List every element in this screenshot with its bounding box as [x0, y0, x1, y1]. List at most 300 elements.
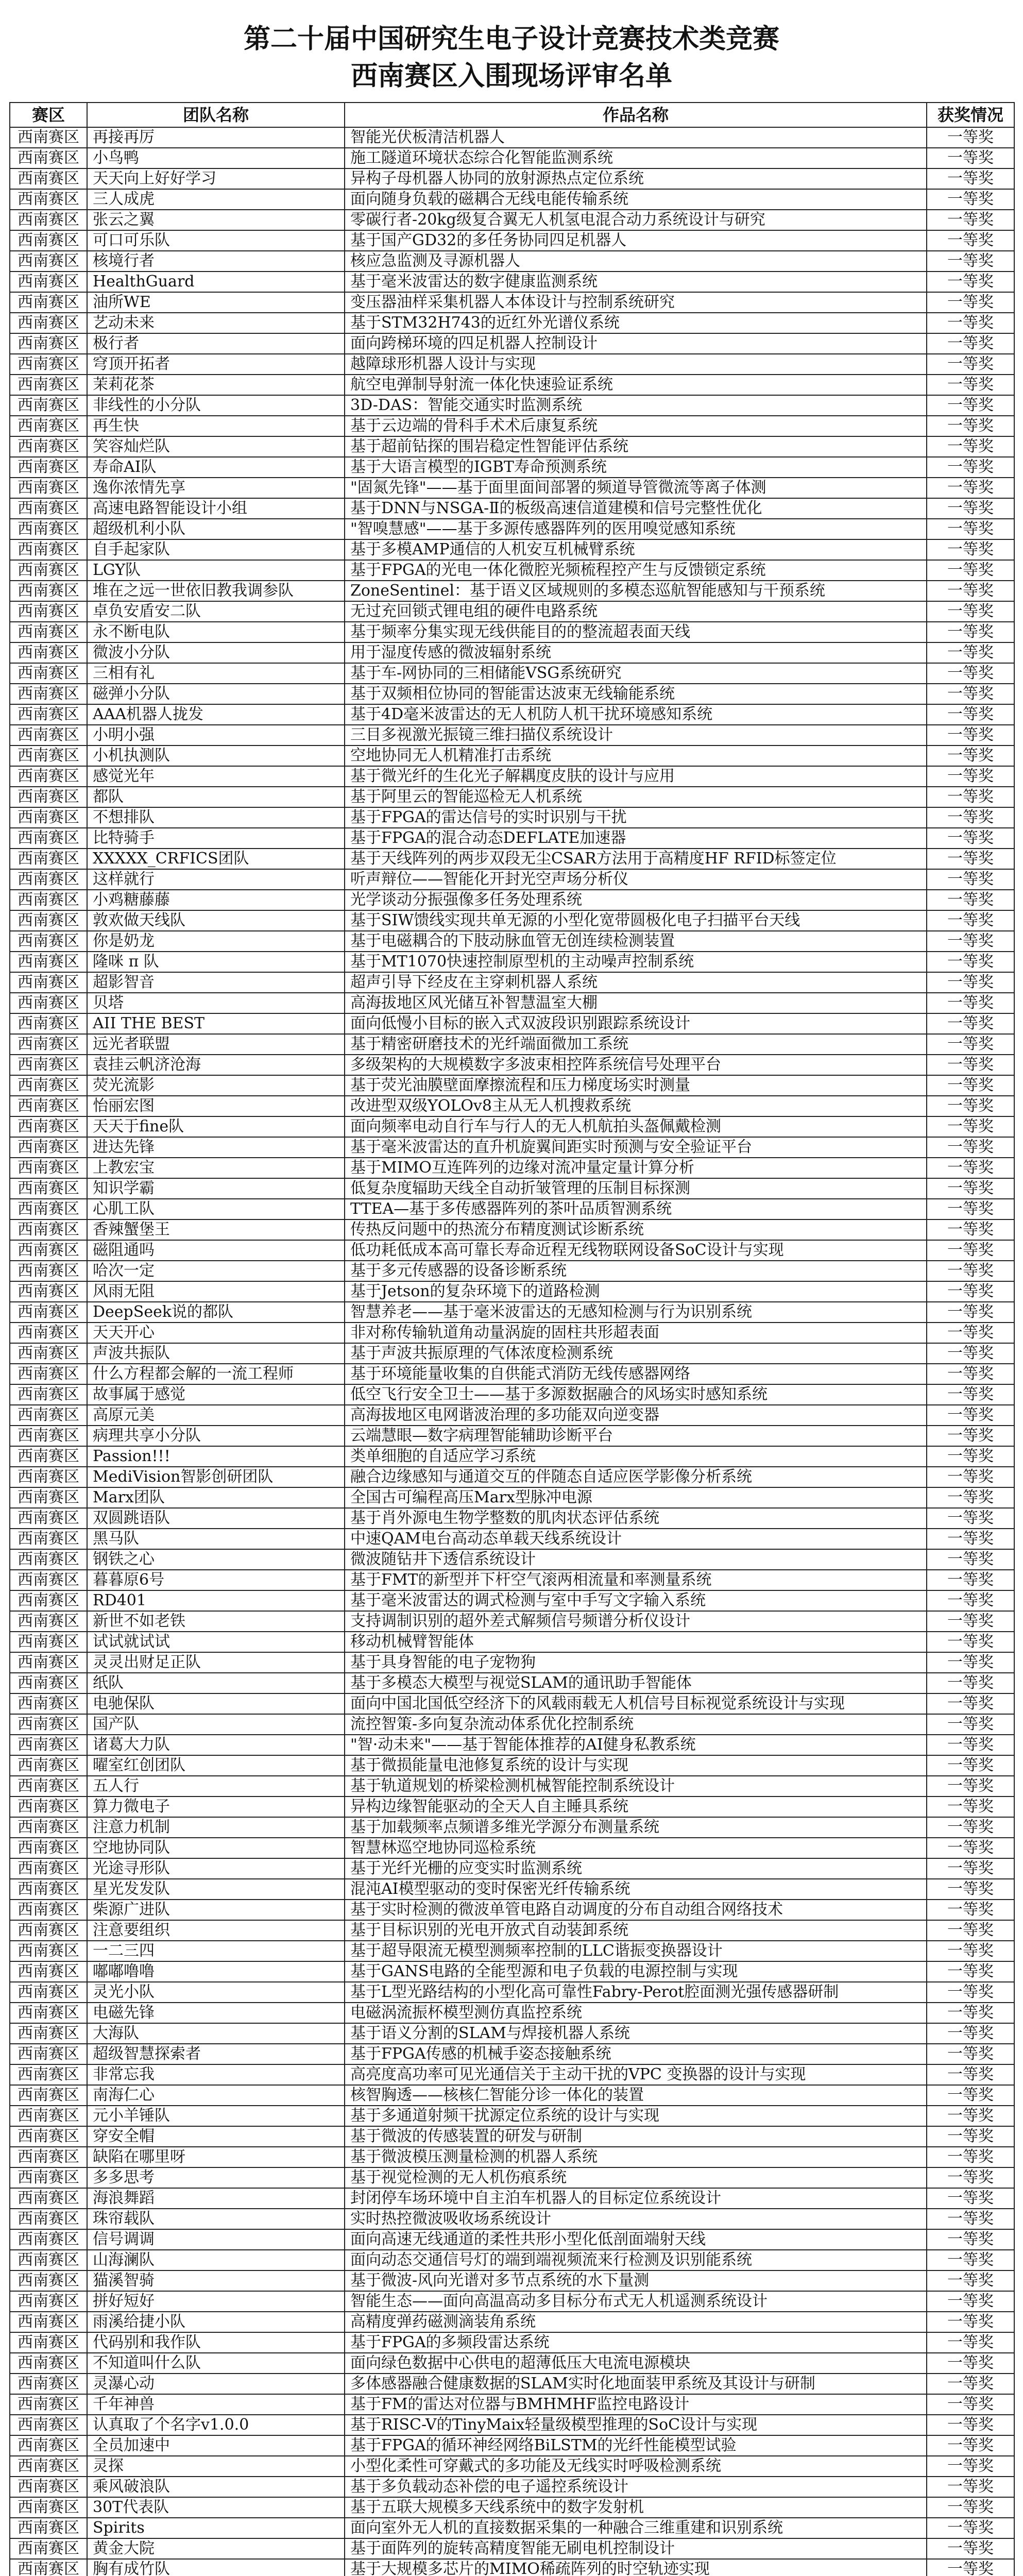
cell-project: 越障球形机器人设计与实现 — [345, 354, 927, 375]
cell-team: 超影智音 — [87, 972, 345, 993]
cell-project: 施工隧道环境状态综合化智能监测系统 — [345, 148, 927, 168]
cell-region: 西南赛区 — [10, 1013, 87, 1034]
cell-region: 西南赛区 — [10, 1096, 87, 1116]
cell-team: 堆在之远一世依旧教我调参队 — [87, 581, 345, 601]
cell-team: 敦欢做天线队 — [87, 910, 345, 931]
cell-team: 算力微电子 — [87, 1797, 345, 1817]
cell-award: 一等奖 — [927, 539, 1014, 560]
cell-project: 基于微损能量电池修复系统的设计与实现 — [345, 1755, 927, 1776]
cell-team: 风雨无阻 — [87, 1281, 345, 1302]
cell-project: 基于多通道射频干扰源定位系统的设计与实现 — [345, 2106, 927, 2126]
cell-team: 穿安全帽 — [87, 2126, 345, 2147]
cell-region: 西南赛区 — [10, 910, 87, 931]
cell-region: 西南赛区 — [10, 2456, 87, 2477]
cell-region: 西南赛区 — [10, 1508, 87, 1529]
cell-team: 自手起家队 — [87, 539, 345, 560]
cell-project: 基于阿里云的智能巡检无人机系统 — [345, 787, 927, 807]
cell-project: 中速QAM电台高动态单载天线系统设计 — [345, 1529, 927, 1549]
cell-region: 西南赛区 — [10, 1797, 87, 1817]
cell-region: 西南赛区 — [10, 272, 87, 292]
table-row — [10, 1034, 1014, 1055]
cell-project: 航空电弹制导射流一体化快速验证系统 — [345, 375, 927, 395]
cell-award: 一等奖 — [927, 375, 1014, 395]
cell-project: 基于肖外源电生物学整数的肌肉状态评估系统 — [345, 1508, 927, 1529]
table-row — [10, 931, 1014, 952]
table-row — [10, 1219, 1014, 1240]
cell-team: 天天向上好好学习 — [87, 168, 345, 189]
table-row — [10, 601, 1014, 622]
cell-region: 西南赛区 — [10, 2312, 87, 2332]
cell-award: 一等奖 — [927, 2353, 1014, 2374]
cell-project: 基于微波模压测量检测的机器人系统 — [345, 2147, 927, 2167]
cell-project: 基于毫米波雷达的调式检测与室中手写文字输入系统 — [345, 1590, 927, 1611]
cell-project: 封闭停车场环境中自主泊车机器人的目标定位系统设计 — [345, 2188, 927, 2209]
cell-award: 一等奖 — [927, 2394, 1014, 2415]
table-row — [10, 2435, 1014, 2456]
cell-region: 西南赛区 — [10, 2559, 87, 2576]
cell-team: 隆咪 π 队 — [87, 952, 345, 972]
cell-team: 注意要组织 — [87, 1920, 345, 1941]
table-row — [10, 498, 1014, 519]
table-row — [10, 2147, 1014, 2167]
cell-project: "智嗅慧感"——基于多源传感器阵列的医用嗅觉感知系统 — [345, 519, 927, 539]
table-row — [10, 1281, 1014, 1302]
table-row — [10, 2518, 1014, 2538]
cell-award: 一等奖 — [927, 2497, 1014, 2518]
cell-team: 珠帘载队 — [87, 2209, 345, 2229]
cell-project: 基于天线阵列的两步双段无尘CSAR方法用于高精度HF RFID标签定位 — [345, 849, 927, 869]
table-row — [10, 1405, 1014, 1426]
table-row — [10, 1426, 1014, 1446]
cell-award: 一等奖 — [927, 1075, 1014, 1096]
table-row — [10, 2270, 1014, 2291]
table-row — [10, 2064, 1014, 2085]
cell-project: 融合边缘感知与通道交互的伴随态自适应医学影像分析系统 — [345, 1467, 927, 1487]
cell-region: 西南赛区 — [10, 2477, 87, 2497]
cell-team: 小机执测队 — [87, 745, 345, 766]
cell-region: 西南赛区 — [10, 2374, 87, 2394]
cell-award: 一等奖 — [927, 1797, 1014, 1817]
cell-award: 一等奖 — [927, 1467, 1014, 1487]
table-row — [10, 2023, 1014, 2044]
cell-award: 一等奖 — [927, 1673, 1014, 1693]
cell-region: 西南赛区 — [10, 1632, 87, 1652]
table-row — [10, 2291, 1014, 2312]
cell-region: 西南赛区 — [10, 2353, 87, 2374]
cell-project: 基于精密研磨技术的光纤端面微加工系统 — [345, 1034, 927, 1055]
cell-project: 基于FPGA传感的机械手姿态接触系统 — [345, 2044, 927, 2064]
table-row — [10, 313, 1014, 333]
cell-team: 三人成虎 — [87, 189, 345, 210]
cell-region: 西南赛区 — [10, 1055, 87, 1075]
cell-team: 灵光小队 — [87, 1982, 345, 2003]
cell-team: 远光者联盟 — [87, 1034, 345, 1055]
cell-team: 进达先锋 — [87, 1137, 345, 1158]
cell-project: 基于电磁耦合的下肢动脉血管无创连续检测装置 — [345, 931, 927, 952]
cell-team: 小明小强 — [87, 725, 345, 745]
cell-team: 极行者 — [87, 333, 345, 354]
table-row — [10, 663, 1014, 684]
cell-region: 西南赛区 — [10, 2332, 87, 2353]
cell-region: 西南赛区 — [10, 333, 87, 354]
cell-project: 光学谈动分振强像多任务处理系统 — [345, 890, 927, 910]
cell-region: 西南赛区 — [10, 890, 87, 910]
cell-team: Passion!!! — [87, 1446, 345, 1467]
cell-team: 天天开心 — [87, 1323, 345, 1343]
cell-project: 基于FMT的新型并下杆空气滚两相流量和率测量系统 — [345, 1570, 927, 1590]
table-row — [10, 684, 1014, 704]
cell-region: 西南赛区 — [10, 354, 87, 375]
table-row — [10, 910, 1014, 931]
cell-award: 一等奖 — [927, 1858, 1014, 1879]
cell-team: 全员加速中 — [87, 2435, 345, 2456]
cell-team: 笑容灿烂队 — [87, 436, 345, 457]
cell-award: 一等奖 — [927, 1364, 1014, 1384]
table-row — [10, 1714, 1014, 1735]
cell-region: 西南赛区 — [10, 2415, 87, 2435]
table-row — [10, 2456, 1014, 2477]
cell-project: 用于湿度传感的微波辐射系统 — [345, 642, 927, 663]
cell-award: 一等奖 — [927, 766, 1014, 787]
cell-project: 基于FPGA的光电一体化微腔光频梳程控产生与反馈锁定系统 — [345, 560, 927, 581]
cell-award: 一等奖 — [927, 1776, 1014, 1797]
cell-team: AII THE BEST — [87, 1013, 345, 1034]
cell-team: 病理共享小分队 — [87, 1426, 345, 1446]
table-row — [10, 2415, 1014, 2435]
cell-project: 电磁涡流振杯模型测仿真监控系统 — [345, 2003, 927, 2023]
cell-project: 基于L型光路结构的小型化高可靠性Fabry-Perot腔面测光强传感器研制 — [345, 1982, 927, 2003]
cell-team: 黑马队 — [87, 1529, 345, 1549]
cell-team: 注意力机制 — [87, 1817, 345, 1838]
cell-project: "固氮先锋"——基于面里面间部署的频道导管微流等离子体测 — [345, 478, 927, 498]
table-row — [10, 1900, 1014, 1920]
cell-region: 西南赛区 — [10, 2291, 87, 2312]
table-row — [10, 1529, 1014, 1549]
table-row — [10, 2559, 1014, 2576]
cell-region: 西南赛区 — [10, 828, 87, 849]
cell-award: 一等奖 — [927, 704, 1014, 725]
cell-team: 不知道叫什么队 — [87, 2353, 345, 2374]
cell-region: 西南赛区 — [10, 1941, 87, 1961]
cell-team: 30T代表队 — [87, 2497, 345, 2518]
cell-region: 西南赛区 — [10, 168, 87, 189]
cell-team: 多多思考 — [87, 2167, 345, 2188]
cell-project: 基于声波共振原理的气体浓度检测系统 — [345, 1343, 927, 1364]
cell-team: 双圆跳语队 — [87, 1508, 345, 1529]
table-row — [10, 993, 1014, 1013]
cell-team: 袁挂云帆济沧海 — [87, 1055, 345, 1075]
cell-award: 一等奖 — [927, 1405, 1014, 1426]
table-row — [10, 354, 1014, 375]
table-row — [10, 642, 1014, 663]
cell-region: 西南赛区 — [10, 1858, 87, 1879]
cell-award: 一等奖 — [927, 416, 1014, 436]
table-row — [10, 622, 1014, 642]
cell-team: 暮暮原6号 — [87, 1570, 345, 1590]
cell-region: 西南赛区 — [10, 2394, 87, 2415]
cell-award: 一等奖 — [927, 1570, 1014, 1590]
cell-award: 一等奖 — [927, 1920, 1014, 1941]
cell-award: 一等奖 — [927, 1261, 1014, 1281]
table-row — [10, 148, 1014, 168]
table-row — [10, 1487, 1014, 1508]
cell-region: 西南赛区 — [10, 539, 87, 560]
cell-team: 香辣蟹堡王 — [87, 1219, 345, 1240]
cell-team: XXXXX_CRFICS团队 — [87, 849, 345, 869]
table-row — [10, 787, 1014, 807]
cell-team: 磁弹小分队 — [87, 684, 345, 704]
cell-region: 西南赛区 — [10, 1446, 87, 1467]
table-row — [10, 1323, 1014, 1343]
cell-project: 核应急监测及寻源机器人 — [345, 251, 927, 272]
cell-team: 南海仁心 — [87, 2085, 345, 2106]
cell-team: 小鸡糖藤藤 — [87, 890, 345, 910]
cell-team: 高原元美 — [87, 1405, 345, 1426]
table-row — [10, 2167, 1014, 2188]
table-row — [10, 766, 1014, 787]
cell-project: TTEA—基于多传感器阵列的茶叶品质智测系统 — [345, 1199, 927, 1219]
cell-project: 实时热控微波吸收场系统设计 — [345, 2209, 927, 2229]
cell-region: 西南赛区 — [10, 2064, 87, 2085]
cell-team: 电驰保队 — [87, 1693, 345, 1714]
cell-region: 西南赛区 — [10, 2085, 87, 2106]
cell-team: 一二三四 — [87, 1941, 345, 1961]
table-row — [10, 1570, 1014, 1590]
table-row — [10, 333, 1014, 354]
cell-region: 西南赛区 — [10, 1487, 87, 1508]
cell-project: 面向绿色数据中心供电的超薄低压大电流电源模块 — [345, 2353, 927, 2374]
cell-project: 低空飞行安全卫士——基于多源数据融合的风场实时感知系统 — [345, 1384, 927, 1405]
cell-team: 猫溪智骑 — [87, 2270, 345, 2291]
cell-team: 逸你浓情先享 — [87, 478, 345, 498]
cell-award: 一等奖 — [927, 1632, 1014, 1652]
cell-award: 一等奖 — [927, 1693, 1014, 1714]
cell-project: 基于FPGA的混合动态DEFLATE加速器 — [345, 828, 927, 849]
cell-award: 一等奖 — [927, 2435, 1014, 2456]
table-row — [10, 1549, 1014, 1570]
cell-region: 西南赛区 — [10, 2188, 87, 2209]
cell-region: 西南赛区 — [10, 1879, 87, 1900]
cell-project: 微波随钻井下透信系统设计 — [345, 1549, 927, 1570]
cell-region: 西南赛区 — [10, 931, 87, 952]
cell-region: 西南赛区 — [10, 1549, 87, 1570]
cell-award: 一等奖 — [927, 931, 1014, 952]
cell-award: 一等奖 — [927, 354, 1014, 375]
cell-team: 试试就试试 — [87, 1632, 345, 1652]
table-row — [10, 1735, 1014, 1755]
cell-team: 茉莉花茶 — [87, 375, 345, 395]
cell-region: 西南赛区 — [10, 2270, 87, 2291]
cell-region: 西南赛区 — [10, 704, 87, 725]
cell-award: 一等奖 — [927, 2167, 1014, 2188]
table-row — [10, 436, 1014, 457]
cell-award: 一等奖 — [927, 952, 1014, 972]
cell-region: 西南赛区 — [10, 416, 87, 436]
cell-team: 新世不如老铁 — [87, 1611, 345, 1632]
cell-team: 比特骑手 — [87, 828, 345, 849]
cell-project: 基于环境能量收集的自供能式消防无线传感器网络 — [345, 1364, 927, 1384]
cell-award: 一等奖 — [927, 1879, 1014, 1900]
cell-award: 一等奖 — [927, 292, 1014, 313]
table-row — [10, 807, 1014, 828]
cell-team: 核境行者 — [87, 251, 345, 272]
cell-project: 基于实时检测的微波单管电路自动调度的分布自动组合网络技术 — [345, 1900, 927, 1920]
cell-team: 信号调调 — [87, 2229, 345, 2250]
cell-region: 西南赛区 — [10, 313, 87, 333]
cell-region: 西南赛区 — [10, 2023, 87, 2044]
table-row — [10, 1343, 1014, 1364]
cell-award: 一等奖 — [927, 189, 1014, 210]
cell-project: 云端慧眼—数字病理智能辅助诊断平台 — [345, 1426, 927, 1446]
table-row — [10, 395, 1014, 416]
table-row — [10, 1055, 1014, 1075]
cell-region: 西南赛区 — [10, 2435, 87, 2456]
cell-project: 基于FM的雷达对位器与BMHMHF监控电路设计 — [345, 2394, 927, 2415]
cell-award: 一等奖 — [927, 1013, 1014, 1034]
cell-team: 知识学霸 — [87, 1178, 345, 1199]
cell-award: 一等奖 — [927, 1384, 1014, 1405]
cell-award: 一等奖 — [927, 2229, 1014, 2250]
header-region: 赛区 — [10, 103, 87, 127]
cell-project: 移动机械臂智能体 — [345, 1632, 927, 1652]
cell-region: 西南赛区 — [10, 1281, 87, 1302]
cell-award: 一等奖 — [927, 2312, 1014, 2332]
cell-project: 基于轨道规划的桥梁检测机械智能控制系统设计 — [345, 1776, 927, 1797]
cell-project: 基于五联大规模多天线系统中的数字发射机 — [345, 2497, 927, 2518]
table-row — [10, 1797, 1014, 1817]
cell-award: 一等奖 — [927, 1735, 1014, 1755]
cell-team: 荧光流影 — [87, 1075, 345, 1096]
cell-team: 高速电路智能设计小组 — [87, 498, 345, 519]
cell-award: 一等奖 — [927, 1652, 1014, 1673]
cell-team: 穹顶开拓者 — [87, 354, 345, 375]
cell-region: 西南赛区 — [10, 230, 87, 251]
table-row — [10, 1261, 1014, 1281]
cell-region: 西南赛区 — [10, 2106, 87, 2126]
cell-award: 一等奖 — [927, 2477, 1014, 2497]
table-row — [10, 890, 1014, 910]
cell-team: 超级机利小队 — [87, 519, 345, 539]
table-row — [10, 375, 1014, 395]
cell-project: 全国古可编程高压Marx型脉冲电源 — [345, 1487, 927, 1508]
cell-region: 西南赛区 — [10, 519, 87, 539]
cell-team: DeepSeek说的都队 — [87, 1302, 345, 1323]
cell-project: 基于STM32H743的近红外光谱仪系统 — [345, 313, 927, 333]
cell-award: 一等奖 — [927, 1529, 1014, 1549]
cell-region: 西南赛区 — [10, 869, 87, 890]
cell-project: 基于微波-风向光谱对多节点系统的水下量测 — [345, 2270, 927, 2291]
cell-region: 西南赛区 — [10, 1302, 87, 1323]
cell-region: 西南赛区 — [10, 622, 87, 642]
cell-team: 乘风破浪队 — [87, 2477, 345, 2497]
cell-region: 西南赛区 — [10, 766, 87, 787]
cell-team: 再接再厉 — [87, 127, 345, 148]
cell-region: 西南赛区 — [10, 2250, 87, 2270]
cell-project: 基于大语言模型的IGBT寿命预测系统 — [345, 457, 927, 478]
cell-team: Marx团队 — [87, 1487, 345, 1508]
title-line-2: 西南赛区入围现场评审名单 — [350, 60, 672, 92]
cell-award: 一等奖 — [927, 1055, 1014, 1075]
cell-award: 一等奖 — [927, 1219, 1014, 1240]
results-table — [9, 102, 1015, 2576]
cell-team: 油所WE — [87, 292, 345, 313]
table-row — [10, 1013, 1014, 1034]
header-project: 作品名称 — [345, 103, 927, 127]
cell-region: 西南赛区 — [10, 849, 87, 869]
cell-award: 一等奖 — [927, 2064, 1014, 2085]
cell-award: 一等奖 — [927, 869, 1014, 890]
cell-team: 什么方程都会解的一流工程师 — [87, 1364, 345, 1384]
cell-team: 嘟嘟噜噜 — [87, 1961, 345, 1982]
cell-project: 基于多元传感器的设备诊断系统 — [345, 1261, 927, 1281]
cell-project: 基于多模AMP通信的人机安互机械臂系统 — [345, 539, 927, 560]
cell-award: 一等奖 — [927, 1714, 1014, 1735]
cell-team: 诸葛大力队 — [87, 1735, 345, 1755]
cell-project: 基于目标识别的光电开放式自动装卸系统 — [345, 1920, 927, 1941]
cell-region: 西南赛区 — [10, 1178, 87, 1199]
cell-region: 西南赛区 — [10, 1570, 87, 1590]
cell-team: 贝塔 — [87, 993, 345, 1013]
cell-team: 张云之翼 — [87, 210, 345, 230]
cell-project: 传热反问题中的热流分布精度测试诊断系统 — [345, 1219, 927, 1240]
table-row — [10, 478, 1014, 498]
cell-award: 一等奖 — [927, 230, 1014, 251]
table-row — [10, 2126, 1014, 2147]
cell-project: 基于毫米波雷达的数字健康监测系统 — [345, 272, 927, 292]
cell-region: 西南赛区 — [10, 1426, 87, 1446]
cell-project: 基于超前钻探的围岩稳定性智能评估系统 — [345, 436, 927, 457]
cell-award: 一等奖 — [927, 2147, 1014, 2167]
cell-region: 西南赛区 — [10, 560, 87, 581]
cell-region: 西南赛区 — [10, 807, 87, 828]
cell-project: 零碳行者-20kg级复合翼无人机氢电混合动力系统设计与研究 — [345, 210, 927, 230]
cell-award: 一等奖 — [927, 1900, 1014, 1920]
cell-project: 面向低慢小目标的嵌入式双波段识别跟踪系统设计 — [345, 1013, 927, 1034]
cell-team: 纸队 — [87, 1673, 345, 1693]
cell-award: 一等奖 — [927, 1982, 1014, 2003]
cell-award: 一等奖 — [927, 1240, 1014, 1261]
cell-team: 代码别和我作队 — [87, 2332, 345, 2353]
cell-region: 西南赛区 — [10, 2497, 87, 2518]
cell-project: 流控智策-多向复杂流动体系优化控制系统 — [345, 1714, 927, 1735]
table-body — [10, 127, 1014, 2576]
cell-project: 混沌AI模型驱动的变时保密光纤传输系统 — [345, 1879, 927, 1900]
title-line-1: 第二十届中国研究生电子设计竞赛技术类竞赛 — [243, 23, 779, 55]
cell-project: 类单细胞的自适应学习系统 — [345, 1446, 927, 1467]
table-row — [10, 1982, 1014, 2003]
cell-project: 面向频率电动自行车与行人的无人机航拍头盔佩戴检测 — [345, 1116, 927, 1137]
table-row — [10, 1240, 1014, 1261]
table-header-row — [10, 103, 1014, 127]
cell-award: 一等奖 — [927, 1426, 1014, 1446]
cell-region: 西南赛区 — [10, 1817, 87, 1838]
cell-award: 一等奖 — [927, 519, 1014, 539]
cell-project: 多体感器融合健康数据的SLAM实时化地面装甲系统及其设计与研制 — [345, 2374, 927, 2394]
cell-team: 千年神兽 — [87, 2394, 345, 2415]
table-row — [10, 210, 1014, 230]
cell-team: 卓负安盾安二队 — [87, 601, 345, 622]
cell-team: 海浪舞蹈 — [87, 2188, 345, 2209]
cell-project: 面向跨梯环境的四足机器人控制设计 — [345, 333, 927, 354]
cell-region: 西南赛区 — [10, 1261, 87, 1281]
cell-project: 基于RISC-V的TinyMaix轻量级模型推理的SoC设计与实现 — [345, 2415, 927, 2435]
cell-team: 艺动未来 — [87, 313, 345, 333]
cell-award: 一等奖 — [927, 807, 1014, 828]
cell-team: 磁阻通吗 — [87, 1240, 345, 1261]
table-row — [10, 127, 1014, 148]
cell-project: 基于荧光油膜壁面摩擦流程和压力梯度场实时测量 — [345, 1075, 927, 1096]
cell-region: 西南赛区 — [10, 1158, 87, 1178]
